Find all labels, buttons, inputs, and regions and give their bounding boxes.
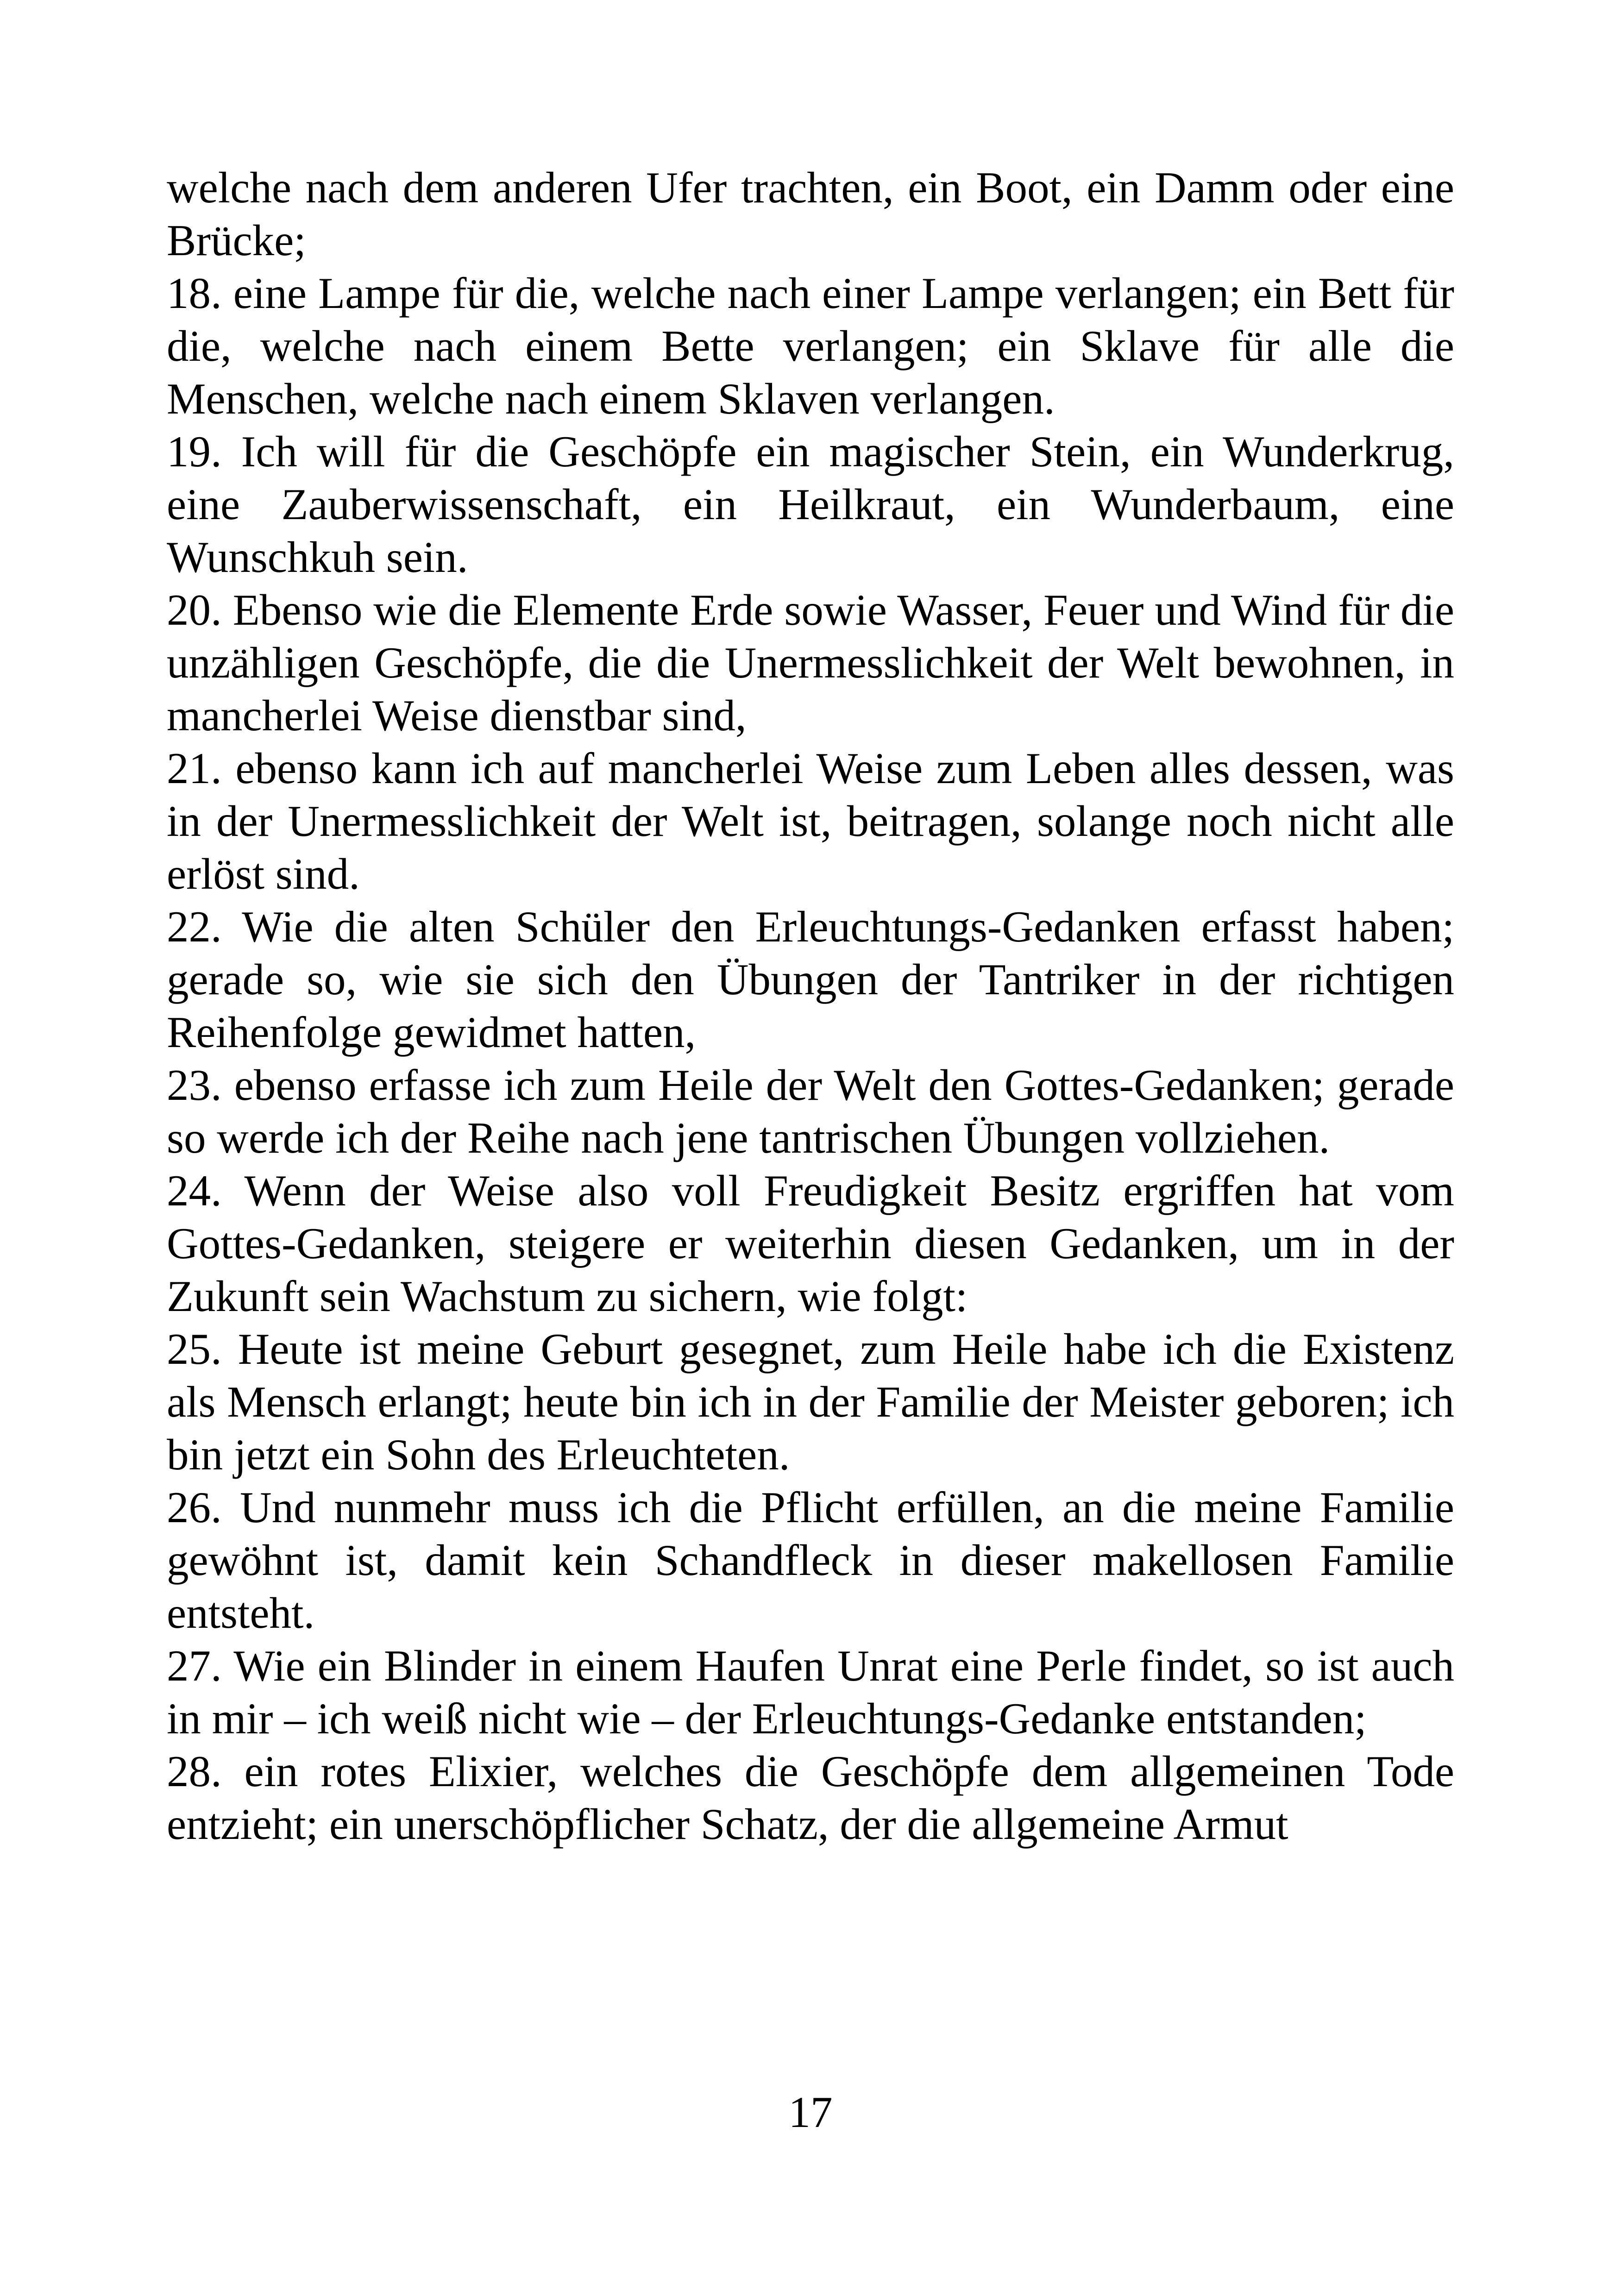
paragraph-verse-18: 18. eine Lampe für die, welche nach einer Lampe verlangen; ein Bett für die, welche nach einem Bette verlangen; ein Sklave für alle die Menschen, welche nach einem Sklaven verlangen. bbox=[167, 269, 1454, 423]
paragraph-verse-25: 25. Heute ist meine Geburt gesegnet, zum Heile habe ich die Existenz als Mensch erlangt; heute bin ich in der Familie der Meister geboren; ich bin jetzt ein Sohn des Erleuchteten. bbox=[167, 1324, 1454, 1479]
paragraph-verse-23: 23. ebenso erfasse ich zum Heile der Welt den Gottes-Gedanken; gerade so werde ich der Reihe nach jene tantrischen Übungen vollziehen. bbox=[167, 1060, 1454, 1162]
page-number: 17 bbox=[788, 2088, 833, 2137]
paragraph-verse-21: 21. ebenso kann ich auf mancherlei Weise zum Leben alles dessen, was in der Unermesslichkeit der Welt ist, beitragen, solange noch nicht alle erlöst sind. bbox=[167, 744, 1454, 898]
paragraph-verse-19: 19. Ich will für die Geschöpfe ein magischer Stein, ein Wunderkrug, eine Zauberwissenschaft, ein Heilkraut, ein Wunderbaum, eine Wunschkuh sein. bbox=[167, 427, 1454, 582]
paragraph-verse-26: 26. Und nunmehr muss ich die Pflicht erfüllen, an die meine Familie gewöhnt ist, damit kein Schandfleck in dieser makellosen Familie entsteht. bbox=[167, 1483, 1454, 1637]
body-text bbox=[167, 161, 1454, 1851]
paragraph-verse-24: 24. Wenn der Weise also voll Freudigkeit Besitz ergriffen hat vom Gottes-Gedanken, steigere er weiterhin diesen Gedanken, um in der Zukunft sein Wachstum zu sichern, wie folgt: bbox=[167, 1166, 1454, 1321]
paragraph-verse-20: 20. Ebenso wie die Elemente Erde sowie Wasser, Feuer und Wind für die unzähligen Geschöpfe, die die Unermesslichkeit der Welt bewohnen, in mancherlei Weise dienstbar sind, bbox=[167, 585, 1454, 740]
paragraph-verse-28: 28. ein rotes Elixier, welches die Geschöpfe dem allgemeinen Tode entzieht; ein unerschöpflicher Schatz, der die allgemeine Armut bbox=[167, 1747, 1454, 1849]
paragraph-verse-22: 22. Wie die alten Schüler den Erleuchtungs-Gedanken erfasst haben; gerade so, wie sie sich den Übungen der Tantriker in der richtigen Reihenfolge gewidmet hatten, bbox=[167, 902, 1454, 1057]
paragraph-continuation: welche nach dem anderen Ufer trachten, ein Boot, ein Damm oder eine Brücke; bbox=[167, 163, 1454, 265]
paragraph-verse-27: 27. Wie ein Blinder in einem Haufen Unrat eine Perle findet, so ist auch in mir – ich weiß nicht wie – der Erleuchtungs-Gedanke entstanden; bbox=[167, 1641, 1454, 1743]
